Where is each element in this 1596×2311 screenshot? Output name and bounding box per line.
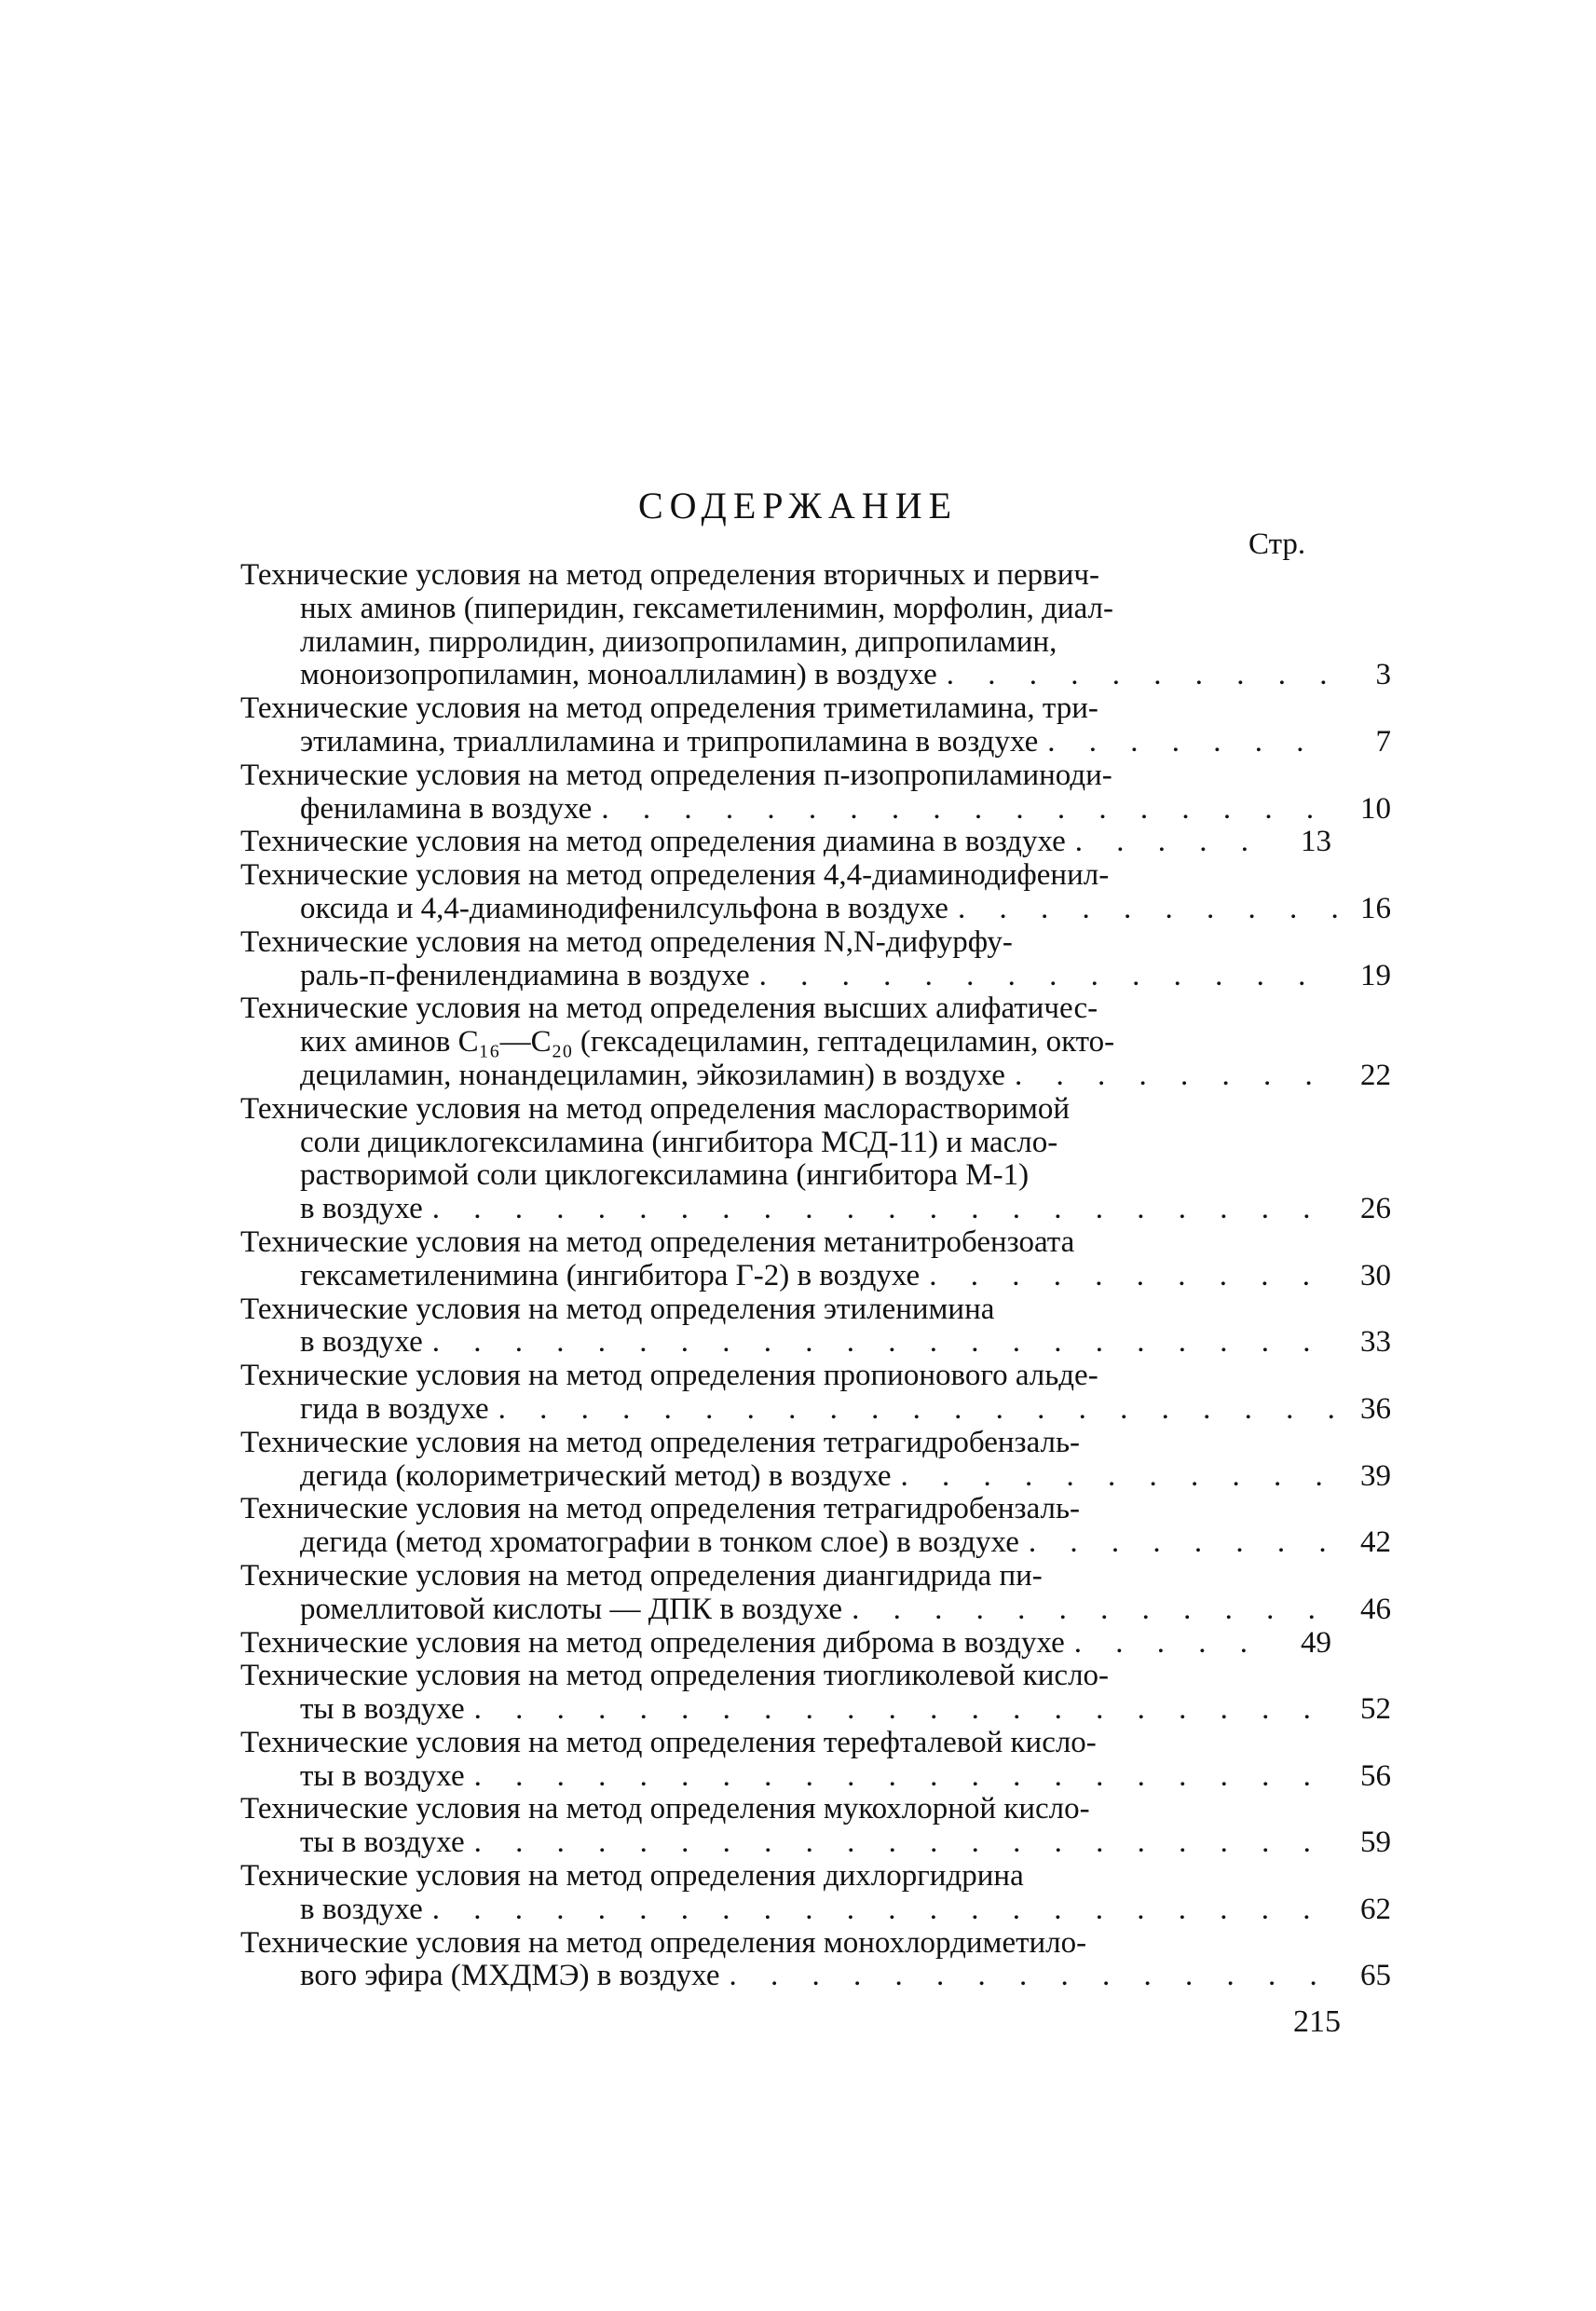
dot-leader: [1015, 1060, 1337, 1093]
toc-entry: [240, 1492, 1391, 1560]
toc-entry-line: [240, 1192, 1391, 1226]
dot-leader: [432, 1326, 1337, 1360]
toc-entry-text: Технические условия на метод определения монохлордиметило-: [240, 1925, 1087, 1960]
toc-entry-text: Технические условия на метод определения этиленимина: [240, 1292, 995, 1326]
toc-entry-text: гексаметиленимина (ингибитора Г-2) в воздухе: [300, 1258, 921, 1292]
toc-page-number: 59: [1360, 1826, 1391, 1860]
toc-entry-line: [240, 1692, 1391, 1727]
toc-entry: [240, 924, 1391, 993]
toc-entry-text: дегида (метод хроматографии в тонком слое) в воздухе: [300, 1525, 1019, 1560]
dot-leader: [929, 1260, 1337, 1293]
toc-entry-text: фениламина в воздухе: [300, 791, 593, 826]
dot-leader: [601, 793, 1337, 827]
toc-entry-line: [240, 1727, 1354, 1760]
toc-entry: [240, 826, 1354, 859]
toc-entry-line: [240, 1127, 1354, 1160]
toc-entry-text: Технические условия на метод определения метанитробензоата: [240, 1224, 1075, 1259]
toc-entry-text: дециламин, нонандециламин, эйкозиламин) в воздухе: [300, 1058, 1005, 1092]
dot-leader: [474, 1826, 1337, 1860]
dot-leader: [1029, 1526, 1337, 1560]
toc-entry-line: [240, 1892, 1391, 1927]
toc-entry-line: [240, 1660, 1354, 1693]
toc-entry-text: Технические условия на метод определения триметиламина, три-: [240, 691, 1098, 726]
dot-leader: [1074, 1627, 1277, 1661]
page-title: СОДЕРЖАНИЕ: [637, 485, 959, 526]
toc-entry-line: [240, 1826, 1391, 1860]
toc-entry-line: [240, 559, 1354, 593]
toc-entry-text: оксида и 4,4-диаминодифенилсульфона в воздухе: [300, 891, 948, 925]
toc-entry-text: Технические условия на метод определения п-изопропиламиноди-: [240, 758, 1112, 792]
toc-entry: [240, 1627, 1354, 1661]
toc-entry-text: Технические условия на метод определения диамина в воздухе: [240, 825, 1066, 859]
dot-leader: [901, 1460, 1337, 1494]
toc-page-number: 7: [1375, 724, 1391, 759]
toc-entry: [240, 558, 1391, 692]
toc-entry-text: лиламин, пирролидин, диизопропиламин, дипропиламин,: [300, 624, 1057, 659]
toc-entry-line: [240, 759, 1354, 793]
toc-entry-line: [240, 626, 1354, 660]
toc-entry-text: дегида (колориметрический метод) в воздухе: [300, 1458, 892, 1493]
toc-page-number: 30: [1360, 1258, 1391, 1292]
toc-page-number: 62: [1360, 1892, 1391, 1926]
toc-entry-line: [240, 692, 1354, 726]
toc-entry-line: [240, 859, 1354, 893]
toc-entry-text: Технические условия на метод определения N,N-дифурфу-: [240, 924, 1013, 959]
toc-entry: [240, 991, 1391, 1092]
toc-entry-line: [240, 791, 1391, 827]
toc-entry: [240, 758, 1391, 827]
toc-entry-text: Технические условия на метод определения мукохлорной кисло-: [240, 1792, 1090, 1826]
toc-entry-line: [240, 926, 1354, 960]
toc-entry: [240, 1425, 1391, 1494]
dot-leader: [432, 1193, 1337, 1226]
toc-entry: [240, 1359, 1391, 1427]
toc-page-number: 65: [1360, 1959, 1391, 1993]
toc-page-number: 19: [1360, 958, 1391, 992]
toc-entry-text: Технические условия на метод определения вторичных и первич-: [240, 558, 1099, 592]
toc-page-number: 56: [1360, 1758, 1391, 1793]
toc-entry-text: раль-п-фенилендиамина в воздухе: [300, 958, 750, 992]
toc-entry-text: ных аминов (пиперидин, гексаметиленимин, морфолин, диал-: [300, 591, 1114, 625]
dot-leader: [958, 893, 1337, 926]
toc-entry-line: [240, 1493, 1354, 1526]
dot-leader: [1047, 726, 1337, 759]
toc-entry-text: ромеллитовой кислоты — ДПК в воздухе: [300, 1592, 843, 1626]
dot-leader: [759, 960, 1337, 993]
toc-entry-line: [240, 1758, 1391, 1794]
toc-entry: [240, 1859, 1391, 1927]
dot-leader: [474, 1760, 1337, 1794]
toc-entry: [240, 1659, 1391, 1727]
dot-leader: [498, 1393, 1337, 1427]
toc-page-number: 52: [1360, 1692, 1391, 1727]
toc-entry-text: Технические условия на метод определения терефталевой кисло-: [240, 1725, 1097, 1759]
toc-entry-line: [240, 1293, 1354, 1327]
toc-entry-text: ты в воздухе: [300, 1826, 465, 1860]
toc-page-number: 49: [1301, 1625, 1331, 1660]
toc-entry-text: ких аминов C₁₆—C₂₀ (гексадециламин, гептадециламин, окто-: [300, 1025, 1115, 1060]
toc-entry-line: [240, 1525, 1391, 1560]
toc-entry: [240, 1792, 1391, 1860]
toc-entry-text: Технические условия на метод определения диброма в воздухе: [240, 1625, 1065, 1660]
toc-entry: [240, 1558, 1391, 1627]
toc-entry: [240, 1292, 1391, 1361]
toc-entry-line: [240, 1793, 1354, 1826]
toc-entry-text: вого эфира (МХДМЭ) в воздухе: [300, 1959, 720, 1993]
toc-entry-text: в воздухе: [300, 1192, 423, 1226]
toc-entry-text: Технические условия на метод определения дихлоргидрина: [240, 1859, 1024, 1894]
toc-entry-text: Технические условия на метод определения диангидрида пи-: [240, 1558, 1043, 1593]
toc-entry-line: [240, 1560, 1354, 1593]
toc-entry-line: [240, 1026, 1354, 1060]
dot-leader: [947, 659, 1337, 692]
page-column-label: Стр.: [1248, 527, 1306, 561]
toc-entry-line: [240, 1093, 1354, 1127]
toc-page-number: 42: [1360, 1525, 1391, 1560]
toc-page-number: 16: [1360, 891, 1391, 925]
toc-entry-text: этиламина, триаллиламина и трипропиламина в воздухе: [300, 724, 1039, 759]
toc-entry: [240, 691, 1391, 759]
toc-entry-line: [240, 992, 1354, 1026]
toc-page-number: 46: [1360, 1592, 1391, 1626]
toc-page-number: 22: [1360, 1058, 1391, 1092]
toc-entry: [240, 1725, 1391, 1794]
toc-entry-line: [240, 1927, 1354, 1961]
toc-entry-text: ты в воздухе: [300, 1758, 465, 1793]
toc-entry-line: [240, 891, 1391, 926]
toc-entry-line: [240, 1258, 1391, 1293]
toc-entry: [240, 858, 1391, 926]
dot-leader: [474, 1693, 1337, 1727]
toc-entry-text: Технические условия на метод определения пропионового альде-: [240, 1359, 1098, 1393]
toc-entry-line: [240, 1458, 1391, 1494]
toc-entry-line: [240, 724, 1391, 759]
toc-entry-text: Технические условия на метод определения тетрагидробензаль-: [240, 1492, 1081, 1526]
toc-entry-text: Технические условия на метод определения тиогликолевой кисло-: [240, 1659, 1110, 1693]
toc-entry-line: [240, 1959, 1391, 1993]
toc-page-number: 13: [1301, 825, 1331, 859]
dot-leader: [730, 1960, 1337, 1993]
toc-entry-text: в воздухе: [300, 1325, 423, 1360]
table-of-contents: [240, 558, 1391, 1993]
dot-leader: [432, 1894, 1337, 1927]
toc-entry-line: [240, 593, 1354, 626]
toc-entry-line: [240, 1360, 1354, 1393]
toc-entry-line: [240, 1860, 1354, 1894]
toc-page-number: 39: [1360, 1458, 1391, 1493]
toc-entry-line: [240, 825, 1331, 859]
dot-leader: [1075, 826, 1277, 859]
toc-page-number: 26: [1360, 1192, 1391, 1226]
toc-entry-line: [240, 658, 1391, 692]
toc-entry-text: соли дициклогексиламина (ингибитора МСД-11) и масло-: [300, 1125, 1058, 1159]
toc-entry-line: [240, 1058, 1391, 1093]
toc-entry-text: в воздухе: [300, 1892, 423, 1926]
toc-entry-line: [240, 958, 1391, 993]
page-number: 215: [1293, 2004, 1341, 2039]
toc-entry-text: ты в воздухе: [300, 1692, 465, 1727]
toc-entry-text: Технические условия на метод определения тетрагидробензаль-: [240, 1425, 1081, 1459]
toc-entry: [240, 1925, 1391, 1994]
toc-entry-line: [240, 1427, 1354, 1460]
toc-entry-text: моноизопропиламин, моноаллиламин) в воздухе: [300, 658, 937, 692]
toc-entry-text: растворимой соли циклогексиламина (ингибитора М-1): [300, 1158, 1030, 1193]
toc-entry: [240, 1224, 1391, 1293]
toc-entry: [240, 1091, 1391, 1226]
toc-entry-line: [240, 1592, 1391, 1627]
dot-leader: [852, 1593, 1337, 1627]
toc-entry-line: [240, 1226, 1354, 1260]
toc-entry-text: Технические условия на метод определения 4,4-диаминодифенил-: [240, 858, 1110, 893]
toc-entry-text: гида в воздухе: [300, 1391, 489, 1426]
toc-entry-text: Технические условия на метод определения маслорастворимой: [240, 1091, 1071, 1126]
toc-entry-line: [240, 1625, 1331, 1661]
toc-page-number: 33: [1360, 1325, 1391, 1360]
toc-entry-line: [240, 1159, 1354, 1193]
toc-page-number: 3: [1375, 658, 1391, 692]
toc-entry-text: Технические условия на метод определения высших алифатичес-: [240, 991, 1098, 1026]
toc-entry-line: [240, 1391, 1391, 1427]
toc-page-number: 10: [1360, 791, 1391, 826]
toc-entry-line: [240, 1325, 1391, 1360]
toc-page-number: 36: [1360, 1391, 1391, 1426]
